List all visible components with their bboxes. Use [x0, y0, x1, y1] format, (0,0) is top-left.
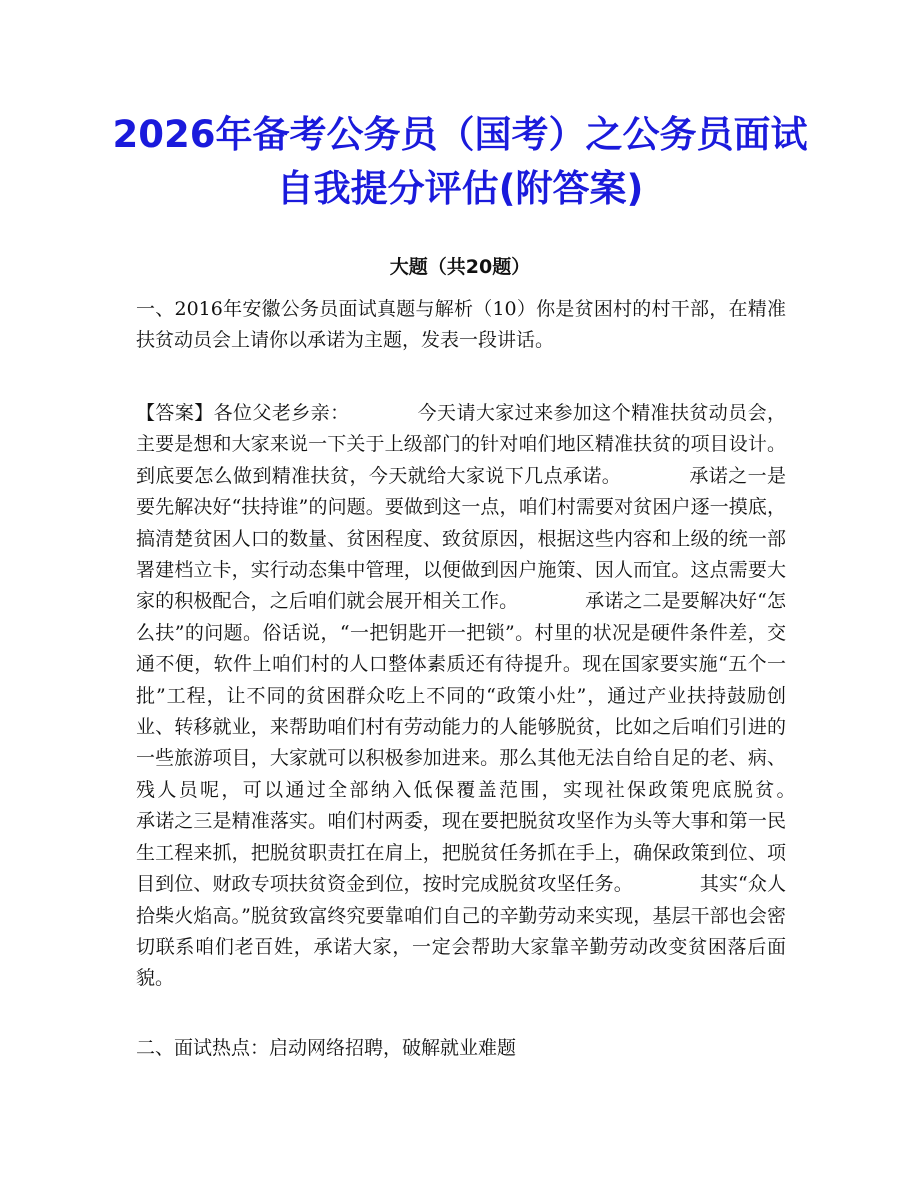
document-title: 2026年备考公务员（国考）之公务员面试自我提分评估(附答案): [112, 113, 808, 210]
section-heading: 大题（共20题）: [389, 256, 531, 278]
answer-body: 各位父老乡亲： 今天请大家过来参加这个精准扶贫动员会，主要是想和大家来说一下关于上级部门的针对咱们地区精准扶贫的项目设计。到底要怎么做到精准扶贫，今天就给大家说下几点承诺。 承诺之一是要先解决好“扶持谁”的问题。要做到这一点，咱们村需要对贫困户逐一摸底，搞清楚贫困人口的数量、贫困程度、致贫原因，根据这些内容和上级的统一部署建档立卡，实行动态集中管理，以便做到因户施策、因人而宜。这点需要大家的积极配合，之后咱们就会展开相关工作。 承诺之二是要解决好“怎么扶”的问题。俗话说，“一把钥匙开一把锁”。村里的状况是硬件条件差，交通不便，软件上咱们村的人口整体素质还有待提升。现在国家要实施“五个一批”工程，让不同的贫困群众吃上不同的“政策小灶”，通过产业扶持鼓励创业、转移就业，来帮助咱们村有劳动能力的人能够脱贫，比如之后咱们引进的一些旅游项目，大家就可以积极参加进来。那么其他无法自给自足的老、病、残人员呢，可以通过全部纳入低保覆盖范围，实现社保政策兜底脱贫。 承诺之三是精准落实。咱们村两委，现在要把脱贫攻坚作为头等大事和第一民生工程来抓，把脱贫职责扛在肩上，把脱贫任务抓在手上，确保政策到位、项目到位、财政专项扶贫资金到位，按时完成脱贫攻坚任务。 其实“众人拾柴火焰高。”脱贫致富终究要靠咱们自己的辛勤劳动来实现，基层干部也会密切联系咱们老百姓，承诺大家，一定会帮助大家靠辛勤劳动改变贫困落后面貌。: [136, 402, 863, 990]
question-1: 一、2016年安徽公务员面试真题与解析（10）你是贫困村的村干部，在精准扶贫动员会上请你以承诺为主题，发表一段讲话。: [136, 298, 786, 351]
question-2: 二、面试热点：启动网络招聘，破解就业难题: [136, 1037, 517, 1059]
answer-tag: 【答案】: [136, 402, 214, 424]
answer-1: [136, 398, 863, 995]
